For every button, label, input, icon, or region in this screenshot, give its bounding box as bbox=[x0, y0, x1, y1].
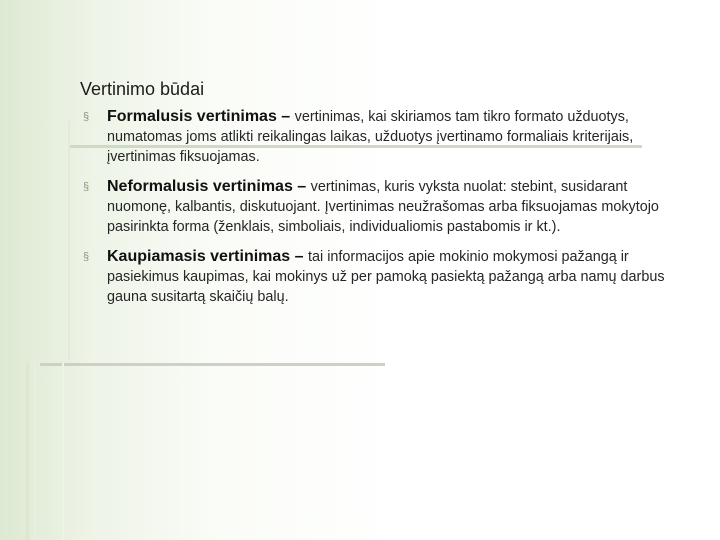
square-bullet-icon: § bbox=[83, 111, 90, 123]
decorative-line bbox=[40, 363, 385, 366]
list-item bbox=[80, 177, 695, 237]
definition-text: vertinimas, kai skiriamos tam tikro formato užduotys, numatomas joms atlikti reikalingas laikas, užduotys įvertinamo formaliais kriterijais, įvertinimas fiksuojamas. bbox=[107, 109, 634, 165]
term-dash: – bbox=[290, 248, 308, 265]
decorative-line bbox=[34, 363, 36, 540]
definition-text: tai informacijos apie mokinio mokymosi pažangą ir pasiekimus kaupimas, kai mokinys už per pamoką pasiektą pažangą arba namų darbus gauna susitartą skaičių balų. bbox=[107, 249, 665, 305]
term-dash: – bbox=[276, 108, 295, 125]
decorative-line bbox=[68, 120, 70, 360]
bullet-list bbox=[80, 107, 695, 317]
square-bullet-icon: § bbox=[83, 181, 90, 193]
slide-title: Vertinimo būdai bbox=[80, 79, 205, 99]
term-label: Kaupiamasis vertinimas bbox=[107, 248, 291, 265]
term-dash: – bbox=[292, 178, 311, 195]
list-item bbox=[80, 247, 695, 307]
decorative-line bbox=[62, 363, 64, 540]
list-item bbox=[80, 107, 695, 167]
square-bullet-icon: § bbox=[83, 251, 90, 263]
decorative-line bbox=[26, 363, 29, 540]
definition-text: vertinimas, kuris vyksta nuolat: stebint, susidarant nuomonę, kalbantis, diskutuojant. Įvertinimas neužrašomas arba fiksuojamas mokytojo pasirinkta forma (ženklais, simboliais, individualiomis pastabomis ir kt.). bbox=[107, 179, 659, 235]
term-label: Formalusis vertinimas bbox=[107, 108, 277, 125]
term-label: Neformalusis vertinimas bbox=[107, 178, 293, 195]
